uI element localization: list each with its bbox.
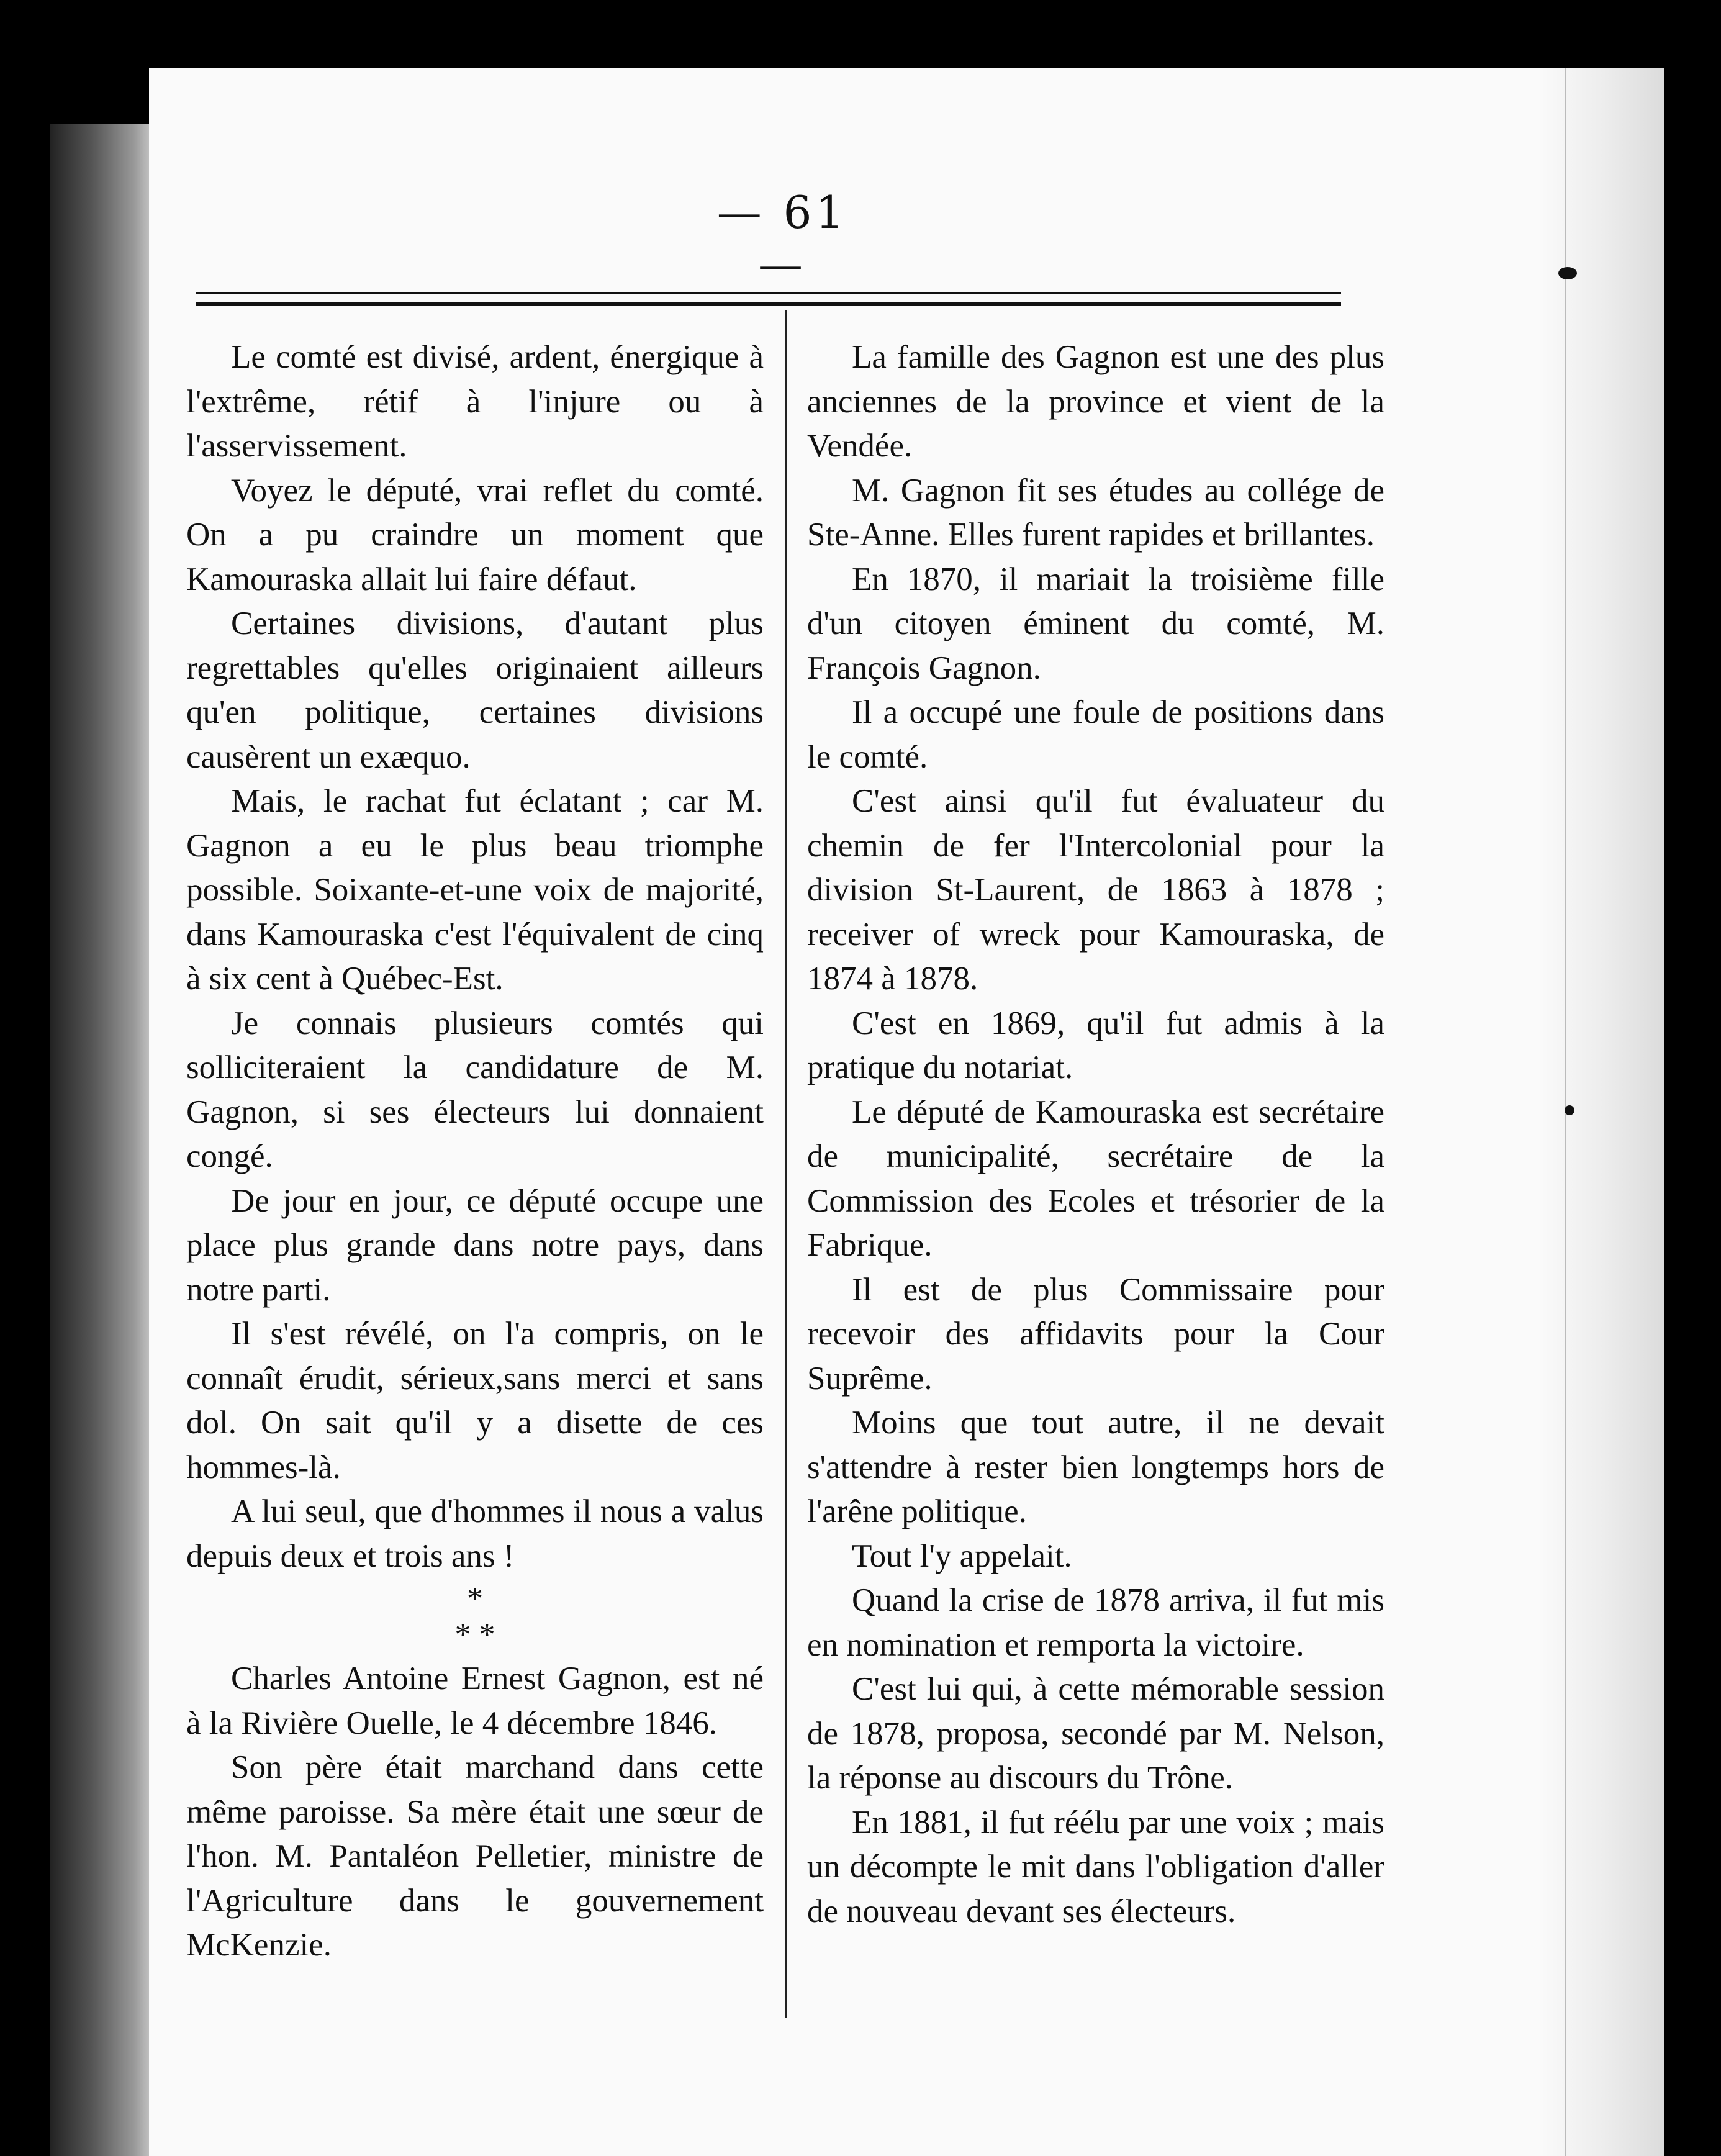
- paragraph: Quand la crise de 1878 arriva, il fut mis en nomination et remporta la victoire.: [807, 1582, 1384, 1663]
- paragraph: Charles Antoine Ernest Gagnon, est né à la Rivière Ouelle, le 4 décembre 1846.: [186, 1660, 764, 1741]
- paragraph: En 1881, il fut réélu par une voix ; mais un décompte le mit dans l'obligation d'aller de nouveau devant ses électeurs.: [807, 1804, 1384, 1929]
- paragraph: M. Gagnon fit ses études au collége de Ste-Anne. Elles furent rapides et brillantes.: [807, 472, 1384, 553]
- paragraph: Il s'est révélé, on l'a compris, on le connaît érudit, sérieux,sans merci et sans dol. On sait qu'il y a disette de ces hommes-là.: [186, 1316, 764, 1485]
- margin-mark: [1558, 267, 1577, 279]
- paragraph: Certaines divisions, d'autant plus regrettables qu'elles originaient ailleurs qu'en politique, certaines divisions causèrent un exæquo.: [186, 605, 764, 775]
- page-number: — 61 —: [716, 186, 848, 291]
- paragraph: De jour en jour, ce député occupe une place plus grande dans notre pays, dans notre parti.: [186, 1182, 764, 1308]
- paragraph: C'est ainsi qu'il fut évaluateur du chemin de fer l'Intercolonial pour la division St-Laurent, de 1863 à 1878 ; receiver of wreck pour Kamouraska, de 1874 à 1878.: [807, 783, 1384, 997]
- paragraph: Il est de plus Commissaire pour recevoir des affidavits pour la Cour Suprême.: [807, 1271, 1384, 1397]
- paragraph: Voyez le député, vrai reflet du comté. On a pu craindre un moment que Kamouraska allait lui faire défaut.: [186, 472, 764, 597]
- header-rule-thick: [196, 302, 1341, 306]
- right-column: [807, 335, 1384, 1934]
- paragraph: En 1870, il mariait la troisième fille d'un citoyen éminent du comté, M. François Gagnon.: [807, 561, 1384, 686]
- paragraph: C'est lui qui, à cette mémorable session de 1878, proposa, secondé par M. Nelson, la réponse au discours du Trône.: [807, 1671, 1384, 1796]
- paragraph: Mais, le rachat fut éclatant ; car M. Gagnon a eu le plus beau triomphe possible. Soixante-et-une voix de majorité, dans Kamouraska c'est l'équivalent de cinq à six cent à Québec-Est.: [186, 783, 764, 997]
- header-rule: [196, 292, 1341, 294]
- paragraph: Moins que tout autre, il ne devait s'attendre à rester bien longtemps hors de l'arêne politique.: [807, 1405, 1384, 1529]
- paragraph: Tout l'y appelait.: [852, 1538, 1072, 1574]
- paragraph: Le député de Kamouraska est secrétaire de municipalité, secrétaire de la Commission des Ecoles et trésorier de la Fabrique.: [807, 1094, 1384, 1263]
- page-shadow: [1540, 68, 1664, 2156]
- column-divider: [785, 310, 787, 2018]
- paragraph: C'est en 1869, qu'il fut admis à la pratique du notariat.: [807, 1005, 1384, 1085]
- paragraph: La famille des Gagnon est une des plus anciennes de la province et vient de la Vendée.: [807, 339, 1384, 464]
- margin-mark: [1565, 1105, 1574, 1115]
- asterism-bottom: * *: [454, 1617, 495, 1652]
- paragraph: A lui seul, que d'hommes il nous a valus depuis deux et trois ans !: [186, 1493, 764, 1574]
- paragraph: Il a occupé une foule de positions dans le comté.: [807, 694, 1384, 775]
- left-column: [186, 335, 764, 1968]
- asterism-separator: [186, 1581, 764, 1653]
- paragraph: Son père était marchand dans cette même paroisse. Sa mère était une sœur de l'hon. M. Pantaléon Pelletier, ministre de l'Agriculture dans le gouvernement McKenzie.: [186, 1749, 764, 1963]
- paragraph: Le comté est divisé, ardent, énergique à l'extrême, rétif à l'injure ou à l'asservissement.: [186, 339, 764, 464]
- paragraph: Je connais plusieurs comtés qui solliciteraient la candidature de M. Gagnon, si ses électeurs lui donnaient congé.: [186, 1005, 764, 1174]
- book-page-edge: [50, 124, 155, 2156]
- asterism-top: *: [467, 1581, 483, 1616]
